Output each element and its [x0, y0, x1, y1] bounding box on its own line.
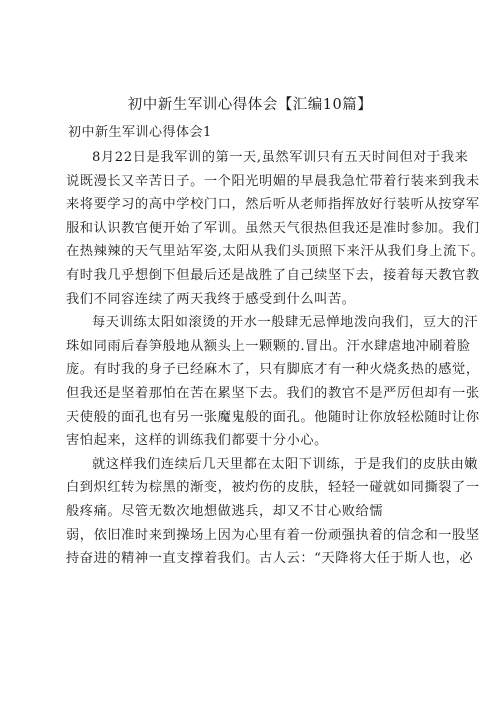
text-line: 般疼痛。尽管无数次地想做逃兵，却又不甘心败给懦: [66, 503, 384, 519]
text-line: 持奋进的精神一直支撑着我们。古人云：“天降将大任于斯人也，必: [66, 551, 474, 567]
text-line: 庞。有时我的身子已经麻木了，只有脚底才有一种火烧炙热的感觉，: [66, 362, 480, 378]
text-line: 害怕起来，这样的训练我们都要十分小心。: [66, 433, 328, 449]
text-line: 每天训练太阳如滚烫的开水一般肆无忌惮地泼向我们，豆大的汗: [92, 315, 479, 331]
text-line: 白到炽红转为棕黑的渐变，被灼伤的皮肤，轻轻一碰就如同撕裂了一: [66, 480, 480, 496]
text-line: 就这样我们连续后几天里都在太阳下训练，于是我们的皮肤由嫩: [92, 456, 479, 472]
text-line: 有时我几乎想倒下但最后还是战胜了自己续坚下去，接着每天教官教: [66, 267, 480, 283]
text-line: 弱，依旧准时来到操场上因为心里有着一份顽强执着的信念和一股坚: [66, 527, 480, 543]
text-line: 但我还是坚着那怕在苦在累坚下去。我们的教官不是严厉但却有一张: [66, 385, 480, 401]
body-text: [66, 146, 485, 571]
text-line: 8月22日是我军训的第一天,虽然军训只有五天时间但对于我来: [92, 150, 469, 165]
text-line: 珠如同雨后春笋般地从额头上一颗颗的.冒出。汗水肆虐地冲刷着脸: [66, 338, 471, 354]
text-line: 说既漫长又辛苦日子。一个阳光明媚的早晨我急忙带着行装来到我未: [66, 173, 480, 189]
section-subtitle: 初中新生军训心得体会1: [68, 125, 212, 140]
text-line: 天使般的面孔也有另一张魔鬼般的面孔。他随时让你放轻松随时让你: [66, 409, 480, 425]
text-line: 来将要学习的高中学校门口，然后听从老师指挥放好行装听从按穿军: [66, 197, 480, 213]
text-line: 服和认识教官便开始了军训。虽然天气很热但我还是准时参加。我们: [66, 220, 480, 236]
text-line: 我们不同容连续了两天我终于感受到什么叫苦。: [66, 291, 356, 307]
text-line: 在热辣辣的天气里站军姿,太阳从我们头顶照下来汗从我们身上流下。: [66, 244, 485, 260]
document-title: 初中新生军训心得体会【汇编10篇】: [127, 97, 373, 113]
